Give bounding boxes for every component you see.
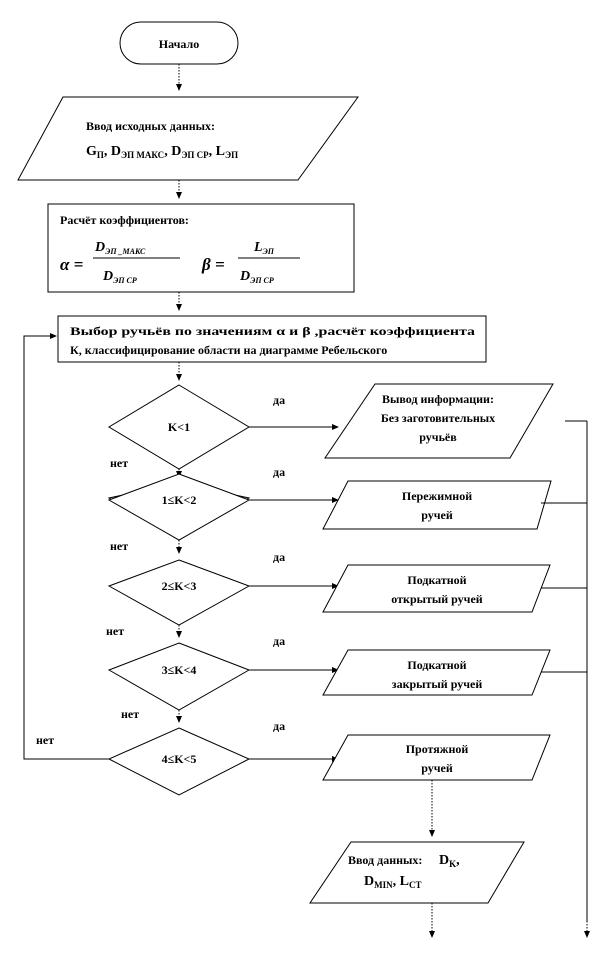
svg-text:β =: β =: [202, 255, 225, 274]
input-variables: $G_П$, $D_{ЭП МАКС}$, $D_{ЭП СР}$, $L_{ЭП}$: [86, 144, 239, 160]
selection-block: [58, 316, 486, 362]
output-line-1: Подкатной: [407, 573, 467, 587]
output-no-blanking: [325, 384, 553, 458]
condition-label: 4≤K<5: [161, 752, 197, 766]
no-label: нет: [110, 456, 129, 470]
yes-label: да: [273, 719, 286, 733]
final-input-title: Ввод данных:: [348, 853, 423, 867]
no-label: нет: [106, 624, 125, 638]
output-line-1: Протяжной: [405, 742, 469, 756]
decision-1-k-2: [109, 474, 249, 540]
decision-3-k-4: [109, 643, 249, 710]
svg-text:DЭП СР: $D_{ЭП СР}$: [103, 269, 137, 285]
start-terminal: [120, 22, 238, 64]
svg-text:DЭП СР: $D_{ЭП СР}$: [240, 269, 274, 285]
output-line-3: ручьёв: [419, 430, 457, 444]
svg-text:LЭП: $L_{ЭП}$: [254, 240, 274, 256]
input-title: Ввод исходных данных:: [86, 119, 216, 133]
condition-label: 3≤K<4: [161, 663, 197, 677]
yes-label: да: [273, 393, 286, 407]
input-data-block: [18, 97, 358, 180]
condition-label: 2≤K<3: [161, 579, 197, 593]
output-line-1: Вывод информации:: [382, 392, 494, 406]
loop-back-line: [24, 336, 109, 759]
output-line-2: ручей: [421, 761, 453, 775]
coeff-title: Расчёт коэффициентов:: [60, 213, 189, 227]
svg-text:α =: α =: [60, 255, 84, 274]
decision-2-k-3: [109, 560, 249, 625]
selection-line-2: К, классифицирование области на диаграмме Ребельского: [70, 343, 388, 357]
output-line-2: ручей: [421, 508, 453, 522]
final-input-vars: $D_{MIN}$, $L_{CT}$: [364, 874, 422, 890]
no-label: нет: [121, 707, 140, 721]
coefficient-block: [48, 204, 354, 292]
decision-k-lt-1: [109, 385, 249, 469]
output-pinch-groove: [323, 481, 551, 529]
output-closed-roll-groove: [323, 650, 550, 695]
output-line-2: закрытый ручей: [391, 677, 483, 691]
no-label: нет: [110, 539, 129, 553]
selection-line-1: Выбор ручьёв по значениям α и β ,расчёт коэффициента: [70, 324, 475, 338]
output-drawing-groove: [323, 735, 550, 780]
condition-label: K<1: [167, 420, 191, 434]
final-input-dk: $D_K$,: [439, 853, 460, 869]
no-label-loop: нет: [36, 733, 55, 747]
yes-label: да: [273, 550, 286, 564]
condition-label: 1≤K<2: [161, 493, 197, 507]
output-open-roll-groove: [323, 565, 550, 612]
yes-label: да: [273, 634, 286, 648]
final-input-block: [310, 842, 524, 903]
start-label: Начало: [158, 37, 200, 51]
svg-text:DЭП _МАКС: $D_{ЭП \_МАКС}$: [95, 240, 146, 256]
decision-4-k-5: [109, 728, 249, 795]
yes-label: да: [273, 465, 286, 479]
output-line-1: Пережимной: [401, 489, 473, 503]
output-line-2: Без заготовительных: [380, 411, 496, 425]
output-line-2: открытый ручей: [391, 592, 483, 606]
output-line-1: Подкатной: [407, 658, 467, 672]
